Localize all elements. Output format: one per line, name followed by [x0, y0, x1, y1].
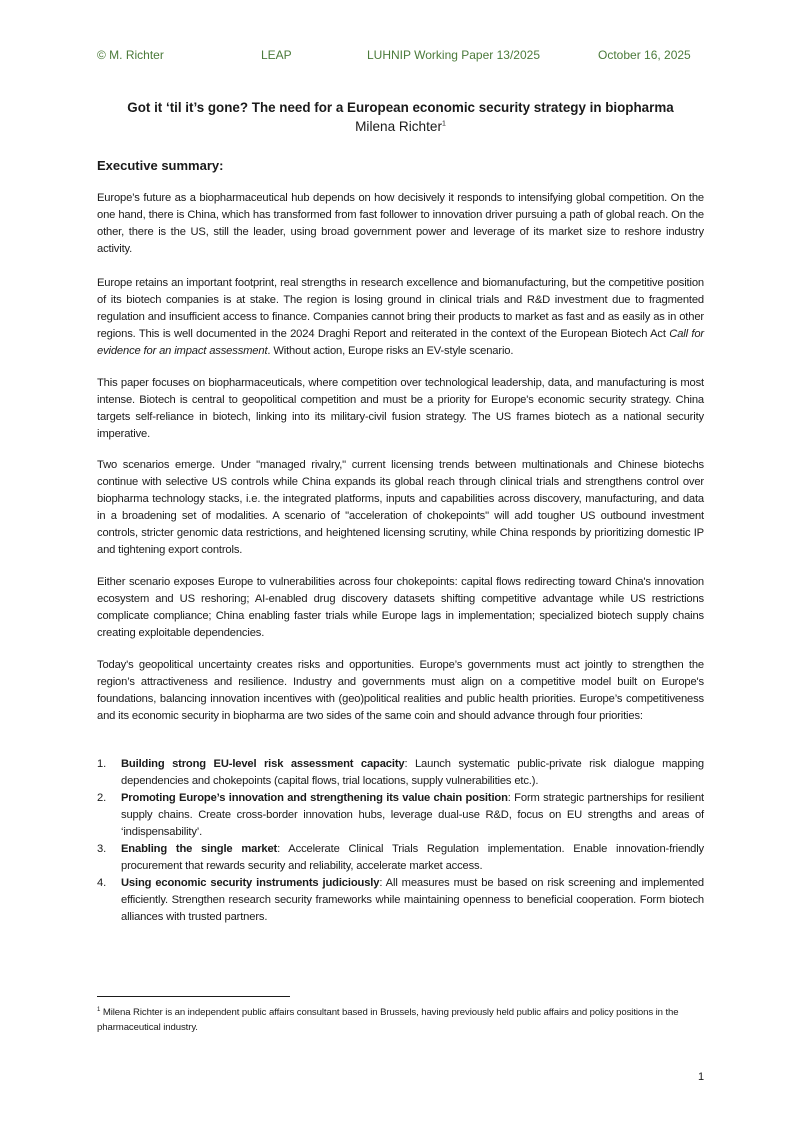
priorities-list	[97, 756, 704, 926]
paragraph-6: Today's geopolitical uncertainty creates risks and opportunities. Europe’s governments must act jointly to strengthen the region’s attractiveness and resilience. Industry and governments must align on a competitive model built on Europe's foundations, balancing innovation incentives with (geo)political realities and public health priorities. Europe’s competitiveness and its economic security in biopharma are two sides of the same coin and should advance through four priorities:	[97, 659, 704, 722]
priority-title: Enabling the single market	[121, 843, 278, 855]
priority-number: 2.	[97, 792, 107, 804]
page-number: 1	[698, 1071, 705, 1083]
priority-text: : Form strategic partnerships for resilient supply chains. Create cross-border innovation hubs, leverage dual-use R&D, focus on EU strengths and areas of ‘indispensability’.	[121, 792, 704, 838]
paper-title: Got it ‘til it’s gone? The need for a European economic security strategy in biopharma	[127, 100, 674, 115]
header-series: LEAP	[261, 48, 292, 62]
paragraph-2-text: Europe retains an important footprint, real strengths in research excellence and biomanufacturing, but the competitive position of its biotech companies is at stake. The region is losing ground in clinical trials and R&D investment due to fragmented regulation and insufficient access to finance. Companies cannot bring their products to market as fast and as easily as in other regions. This is well documented in the 2024 Draghi Report and reiterated in the context of the European Biotech Act	[97, 277, 704, 340]
paragraph-2	[97, 275, 704, 360]
paragraph-1: Europe’s future as a biopharmaceutical hub depends on how decisively it responds to intensifying global competition. On the one hand, there is China, which has transformed from fast follower to innovation driver pursuing a path of global reach. On the other, there is the US, still the leader, using broad government power and leverage of its market size to reshore industry activity.	[97, 192, 704, 255]
priority-title: Building strong EU-level risk assessment capacity	[121, 758, 405, 770]
footnote-marker: 1	[97, 1006, 101, 1013]
priority-number: 3.	[97, 843, 107, 855]
paragraph-4: Two scenarios emerge. Under "managed rivalry," current licensing trends between multinationals and Chinese biotechs continue with selective US controls while China expands its global reach through clinical trials and strengthens control over biopharma technology stacks, i.e. the integrated platforms, inputs and capabilities across discovery, manufacturing, and data in a broadening set of modalities. A scenario of "acceleration of chokepoints" will add tougher US outbound investment controls, stricter genomic data restrictions, and heightened licensing scrutiny, while China responds by prioritizing domestic IP and tightening export controls.	[97, 459, 704, 556]
header-working-paper: LUHNIP Working Paper 13/2025	[367, 48, 540, 62]
footnote-divider	[97, 996, 290, 997]
priority-item	[97, 841, 704, 875]
section-heading: Executive summary:	[97, 158, 224, 173]
priority-text: : All measures must be based on risk screening and implemented efficiently. Strengthen research security frameworks while maintaining openness to beneficial cooperation. Form biotech alliances with trusted partners.	[121, 877, 704, 923]
running-header	[0, 48, 800, 64]
header-copyright: © M. Richter	[97, 48, 164, 62]
footnote	[97, 1005, 704, 1035]
paper-author	[97, 117, 704, 136]
paragraph-2-tail: . Without action, Europe risks an EV-style scenario.	[267, 345, 514, 357]
priority-number: 1.	[97, 758, 107, 770]
paragraph-2-italic: Call for evidence for an impact assessment	[97, 328, 704, 357]
paragraph-5: Either scenario exposes Europe to vulnerabilities across four chokepoints: capital flows redirecting toward China's innovation ecosystem and US reshoring; AI-enabled drug discovery datasets shifting competitive advantage while US restrictions complicate compliance; China enabling faster trials while Europe lags in implementation; specialized biotech supply chains creating exploitable dependencies.	[97, 576, 704, 639]
priority-item	[97, 756, 704, 790]
priority-item	[97, 875, 704, 926]
author-footnote-marker: 1	[441, 120, 446, 128]
priority-text: : Accelerate Clinical Trials Regulation implementation. Enable innovation-friendly procurement that rewards security and reliability, accelerate market access.	[121, 843, 705, 872]
footnote-text: Milena Richter is an independent public affairs consultant based in Brussels, having previously held public affairs and policy positions in the pharmaceutical industry.	[97, 1007, 679, 1033]
header-date: October 16, 2025	[598, 48, 691, 62]
author-name: Milena Richter	[355, 119, 442, 134]
priority-number: 4.	[97, 877, 107, 889]
paragraph-3: This paper focuses on biopharmaceuticals, where competition over technological leadership, data, and manufacturing is most intense. Biotech is central to geopolitical competition and must be a priority for Europe's economic security strategy. China targets self-reliance in biotech, linking into its military-civil fusion strategy. The US frames biotech as a national security imperative.	[97, 377, 704, 440]
priority-title: Using economic security instruments judiciously	[121, 877, 380, 889]
priority-item	[97, 790, 704, 841]
priority-title: Promoting Europe’s innovation and strengthening its value chain position	[121, 792, 508, 804]
priority-text: : Launch systematic public-private risk dialogue mapping dependencies and chokepoints (capital flows, trial locations, supply vulnerabilities etc.).	[121, 758, 704, 787]
